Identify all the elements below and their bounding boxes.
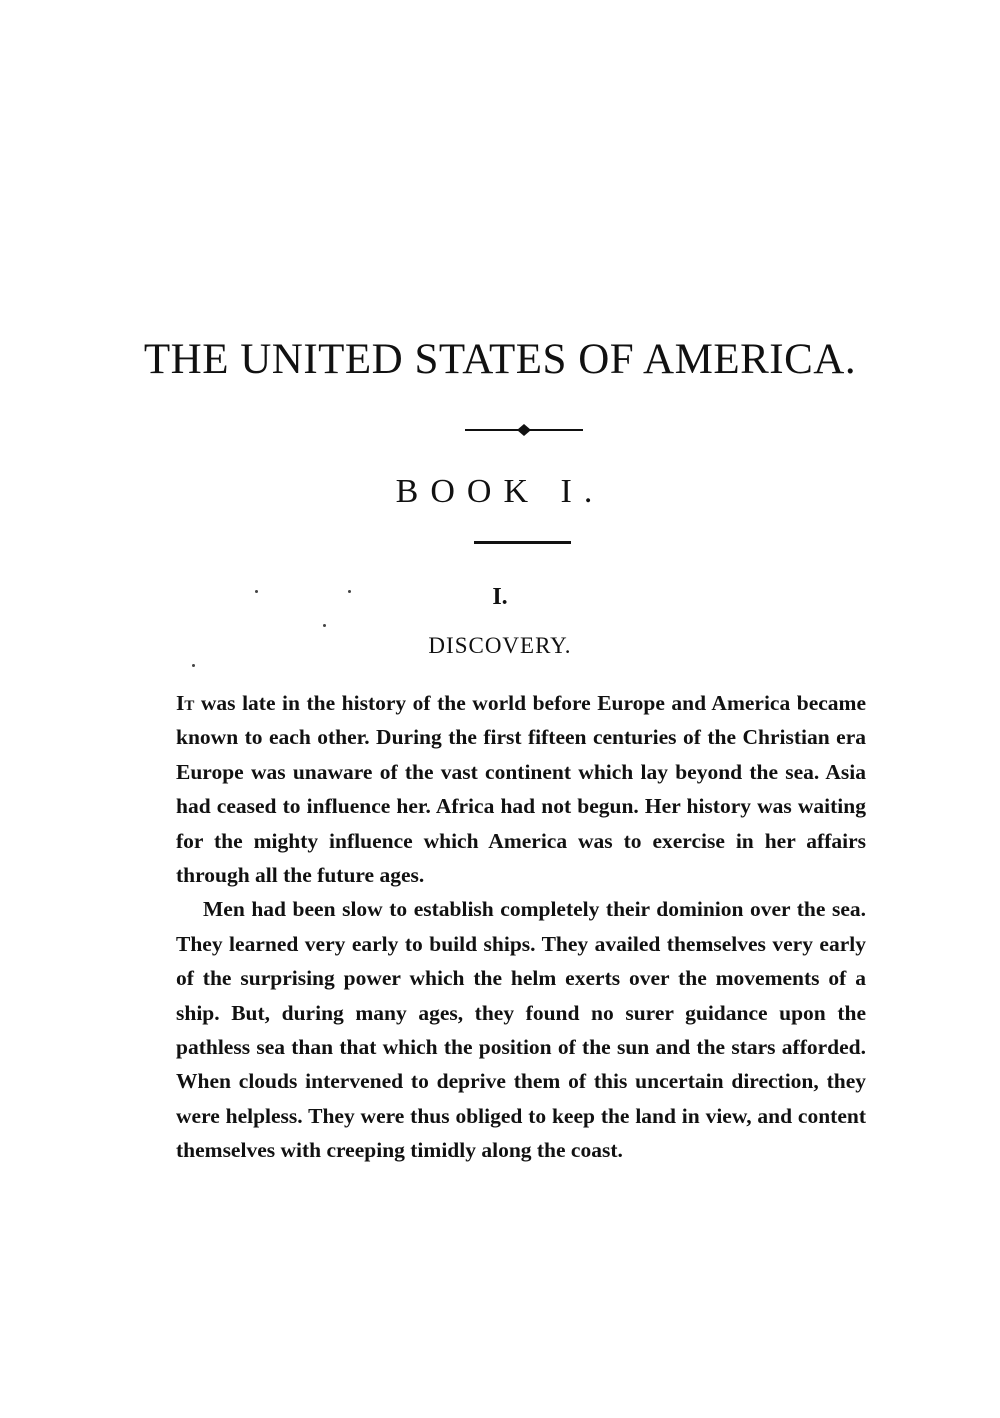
paragraph bbox=[176, 892, 866, 1167]
body-text bbox=[176, 686, 866, 1168]
chapter-number: I. bbox=[492, 584, 508, 610]
paragraph-lead-word: It bbox=[176, 691, 195, 715]
book-heading: BOOK I. bbox=[395, 473, 605, 510]
book-title: THE UNITED STATES OF AMERICA. bbox=[143, 336, 857, 383]
diamond-rule-ornament bbox=[465, 421, 583, 439]
chapter-title: DISCOVERY. bbox=[428, 633, 572, 658]
print-speck bbox=[192, 664, 195, 667]
paragraph-text: was late in the history of the world before Europe and America became known to each other. During the first fifteen centuries of the Christian era Europe was unaware of the vast continent which lay beyond the sea. Asia had ceased to influence her. Africa had not begun. Her history was waiting for the mighty influence which America was to exercise in her affairs through all the future ages. bbox=[176, 691, 866, 888]
paragraph bbox=[176, 686, 866, 892]
paragraph-text: Men had been slow to establish completely their dominion over the sea. They learned very early to build ships. They availed themselves very early of the surprising power which the helm exerts over the movements of a ship. But, during many ages, they found no surer guidance upon the pathless sea than that which the position of the sun and the stars afforded. When clouds intervened to deprive them of this uncertain direction, they were helpless. They were thus obliged to keep the land in view, and content themselves with creeping timidly along the coast. bbox=[176, 897, 866, 1163]
heading-divider bbox=[474, 541, 571, 544]
print-speck bbox=[323, 624, 326, 627]
